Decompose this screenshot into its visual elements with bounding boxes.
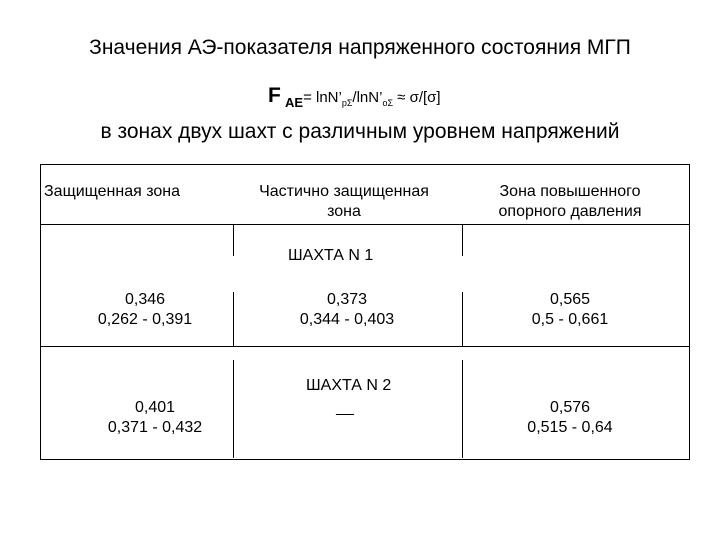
formula-ae: AE [285, 95, 304, 110]
slide-title: Значения АЭ-показателя напряженного состояния МГП [89, 36, 631, 59]
formula-sub1: pΣ [341, 98, 353, 108]
mine-2-label: ШАХТА N 2 [306, 377, 392, 394]
mine-1-partial-cell: 0,373 0,344 - 0,403 [299, 291, 395, 328]
table-col-divider [233, 224, 234, 256]
formula-part3: ≈ σ/[σ] [393, 89, 441, 106]
mine-2-protected-cell: 0,401 0,371 - 0,432 [107, 399, 203, 436]
header-high-pressure-zone: Зона повышенного опорного давления [498, 183, 642, 220]
header-partial-zone: Частично защищенная зона [259, 183, 429, 220]
formula [268, 84, 441, 108]
mine-2-partial-cell: __ [336, 399, 354, 416]
mine-1-high-pressure-cell: 0,565 0,5 - 0,661 [531, 291, 609, 328]
mine-2-high-pressure-cell: 0,576 0,515 - 0,64 [527, 399, 613, 436]
formula-f: F [268, 84, 281, 107]
formula-sub2: oΣ [382, 98, 394, 108]
mine-1-protected-cell: 0,346 0,262 - 0,391 [97, 291, 193, 328]
formula-part2: /lnN’ [352, 89, 383, 106]
table-col-divider [233, 292, 234, 346]
table-col-divider [462, 224, 463, 256]
mine-1-label: ШАХТА N 1 [288, 247, 374, 264]
header-protected-zone: Защищенная зона [44, 183, 181, 200]
slide-subtitle: в зонах двух шахт с различным уровнем напряжений [100, 120, 620, 143]
table-header-divider [40, 224, 690, 225]
table-col-divider [462, 292, 463, 346]
table-row-divider [40, 346, 690, 347]
table-col-divider [462, 360, 463, 458]
formula-part1: = lnN’ [303, 89, 342, 106]
